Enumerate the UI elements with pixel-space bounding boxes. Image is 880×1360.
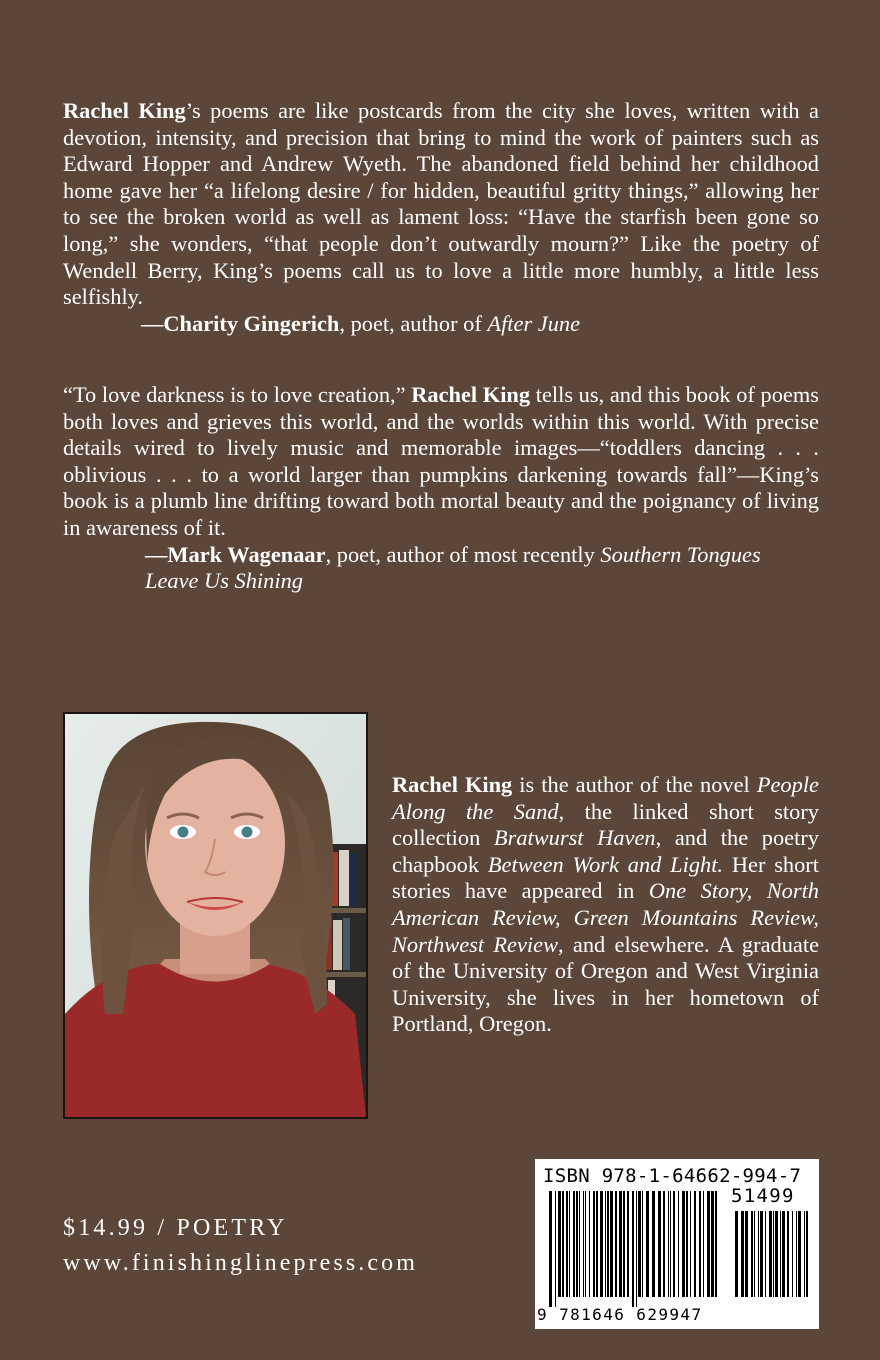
ean-barcode-bars <box>549 1191 719 1307</box>
blurb-body: ’s poems are like postcards from the city she loves, written with a devotion, intensity, and precision that bring to mind the work of painters such as Edward Hopper and Andrew Wyeth. The abandoned field behind her childhood home gave her “a lifelong desire / for hidden, beautiful gritty things,” allowing her to see the broken world as well as lament loss: “Have the starfish been gone so long,” she wonders, “that people don’t outwardly mourn?” Like the poetry of Wendell Berry, King’s poems call us to love a little more humbly, a little less selfishly. <box>63 98 819 310</box>
barcode-bar <box>782 1211 785 1297</box>
barcode-bar <box>792 1211 793 1297</box>
endorser-role: , poet, author of <box>339 310 488 336</box>
bio-text: , and the poetry chapbook <box>392 825 819 877</box>
barcode-bar <box>668 1191 669 1297</box>
barcode-bar <box>646 1191 649 1297</box>
barcode-bar <box>758 1211 759 1297</box>
author-photo <box>63 712 368 1119</box>
publisher-url: www.finishinglinepress.com <box>63 1250 419 1276</box>
barcode-bar <box>562 1191 564 1297</box>
barcode-bar <box>555 1191 556 1307</box>
barcode-bar <box>610 1191 613 1297</box>
blurb-text <box>63 382 819 542</box>
barcode-bar <box>773 1211 774 1297</box>
barcode-bar <box>627 1191 629 1297</box>
barcode-bar <box>600 1191 603 1297</box>
barcode-bar <box>699 1191 701 1297</box>
barcode-bar <box>780 1211 781 1297</box>
endorser-name: —Charity Gingerich <box>141 310 340 336</box>
barcode-bar <box>703 1191 704 1297</box>
barcode-bar <box>607 1191 609 1297</box>
bio-text: Her short stories have appeared in <box>392 851 819 904</box>
bio-text: , the linked short story collection <box>392 798 819 851</box>
barcode-bar <box>596 1191 598 1297</box>
barcode-bar <box>765 1211 766 1297</box>
barcode-bar <box>636 1191 637 1307</box>
barcode-bar <box>632 1191 634 1307</box>
barcode-bar <box>558 1191 561 1297</box>
bio-author-name: Rachel King <box>392 772 513 797</box>
barcode-bar <box>769 1211 772 1297</box>
barcode-bar <box>579 1191 580 1297</box>
blurb-text <box>63 98 819 311</box>
ean-number: 9 781646 629947 <box>537 1305 703 1324</box>
barcode-bar <box>576 1191 578 1297</box>
blurb-body-start: “To love darkness is to love creation,” <box>63 382 412 407</box>
barcode-bar <box>569 1191 570 1297</box>
barcode-bar <box>549 1191 552 1307</box>
barcode-bar <box>787 1211 789 1297</box>
barcode-bar <box>735 1211 738 1297</box>
blurb-mark-wagenaar <box>63 382 819 595</box>
barcode-bar <box>775 1211 778 1297</box>
barcode-bar <box>741 1211 744 1297</box>
barcode-bar <box>715 1191 717 1297</box>
barcode-bar <box>566 1191 568 1297</box>
barcode-bar <box>745 1211 748 1297</box>
bio-text: is the author of the novel <box>512 772 757 797</box>
barcode-bar <box>652 1191 655 1297</box>
barcode-bar <box>663 1191 665 1297</box>
barcode-bar <box>583 1191 584 1297</box>
barcode-bar <box>804 1211 805 1297</box>
blurb-body: tells us, and this book of poems both loves and grieves this world, and the worlds within this world. With precise details wired to lively music and memorable images—“toddlers dancing . . . oblivious . . . to a world larger than pumpkins darkening towards fall”—King’s book is a plumb line drifting toward both mortal beauty and the poignancy of living in awareness of it. <box>63 382 819 540</box>
blurb-attribution <box>63 542 819 595</box>
barcode-bar <box>619 1191 622 1297</box>
barcode-bar <box>711 1191 714 1297</box>
barcode-bar <box>754 1211 755 1297</box>
barcode-bar <box>798 1211 801 1297</box>
barcode-bar <box>707 1191 710 1297</box>
bio-text: , and elsewhere. A graduate of the University of Oregon and West Virginia University, she lives in her hometown of Portland, Oregon. <box>392 931 820 1037</box>
price-genre: $14.99 / POETRY <box>63 1215 288 1241</box>
endorser-book-line2: Leave Us Shining <box>145 568 303 594</box>
barcode-bar <box>658 1191 661 1297</box>
endorser-book: After June <box>487 310 581 336</box>
barcode-bar <box>751 1211 753 1297</box>
barcode-bar <box>678 1191 679 1297</box>
bio-book-title: People Along the Sand <box>392 772 819 824</box>
barcode-bar <box>673 1191 675 1297</box>
barcode-bar <box>796 1211 797 1297</box>
barcode-bar <box>670 1191 671 1297</box>
author-name: Rachel King <box>411 382 531 407</box>
barcode-bar <box>615 1191 617 1297</box>
author-name: Rachel King <box>63 98 186 123</box>
isbn-label: ISBN 978-1-64662-994-7 <box>543 1165 802 1187</box>
barcode-bar <box>682 1191 685 1297</box>
endorser-role: , poet, author of most recently <box>325 541 601 567</box>
author-portrait-image <box>65 714 366 1117</box>
barcode-bar <box>806 1211 808 1297</box>
endorser-name: —Mark Wagenaar <box>145 541 326 567</box>
addon-barcode-bars <box>735 1211 813 1307</box>
barcode-bar <box>605 1191 606 1297</box>
author-bio <box>392 772 819 1038</box>
blurb-attribution <box>63 311 819 338</box>
barcode-bar <box>686 1191 688 1297</box>
barcode-bar <box>623 1191 625 1297</box>
barcode-bar <box>760 1211 763 1297</box>
bio-book-title: Between Work and Light. <box>487 851 724 877</box>
barcode-bar <box>638 1191 641 1297</box>
blurb-charity-gingerich <box>63 98 819 337</box>
isbn-barcode <box>535 1159 819 1329</box>
barcode-bar <box>694 1191 696 1297</box>
barcode-bar <box>573 1191 575 1297</box>
bio-publications: One Story, North American Review, Green Mountains Review, Northwest Review <box>392 878 820 957</box>
barcode-bar <box>690 1191 691 1297</box>
barcode-bar <box>593 1191 595 1297</box>
endorser-book-line1: Southern Tongues <box>600 541 761 567</box>
bio-book-title: Bratwurst Haven <box>493 825 656 851</box>
barcode-bar <box>642 1191 643 1297</box>
barcode-bar <box>589 1191 590 1297</box>
barcode-bar <box>585 1191 586 1297</box>
price-addon-code: 51499 <box>731 1185 795 1207</box>
